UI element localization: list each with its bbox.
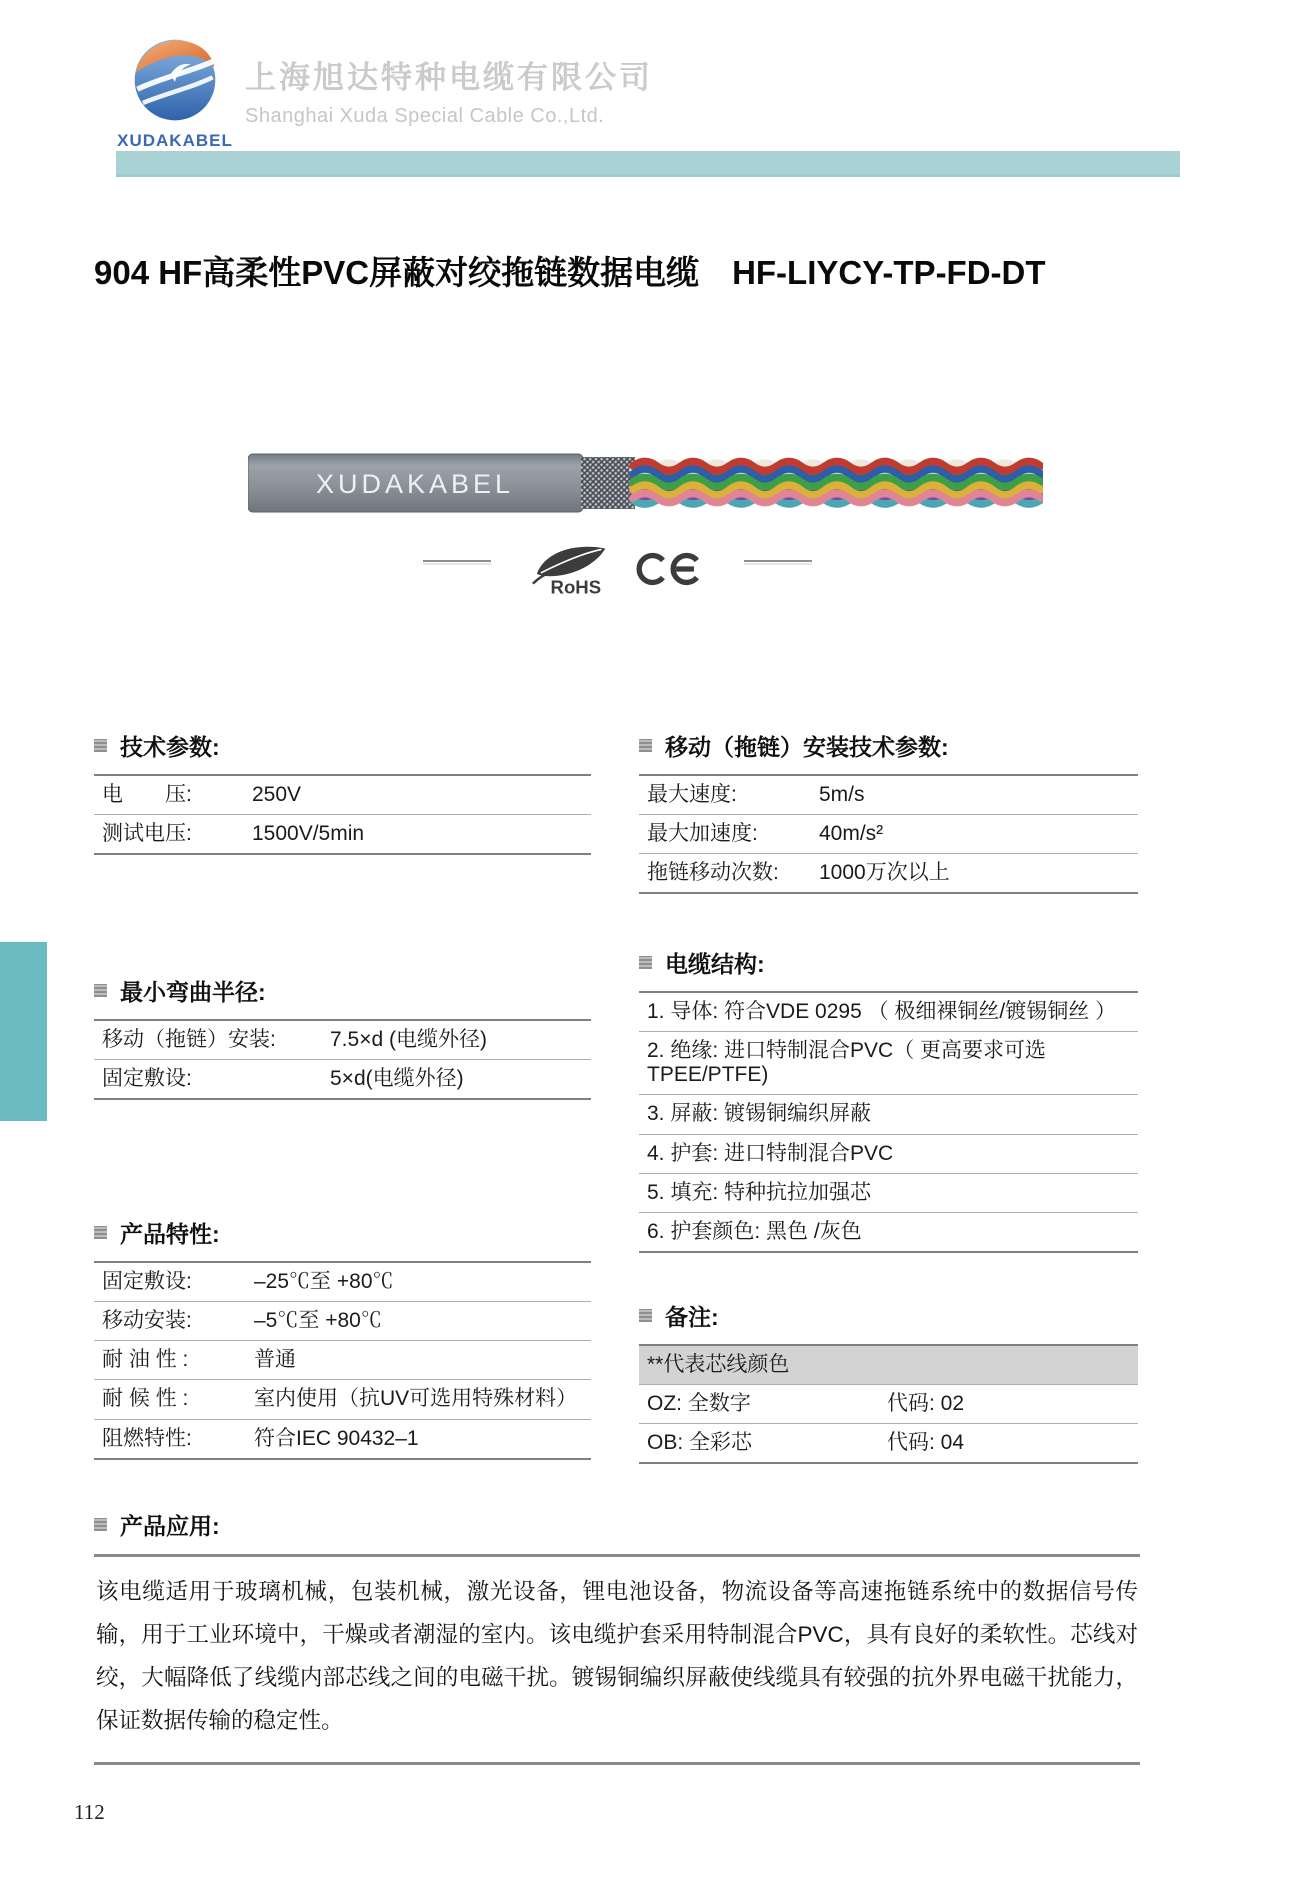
section-application [94,1508,1140,1765]
section-title: 最小弯曲半径: [120,979,266,1005]
table-row [94,1420,591,1458]
row-label: 测试电压: [102,822,192,846]
row-value: 1000万次以上 [819,861,950,885]
company-logo [108,36,242,151]
section-header [94,1508,1140,1541]
row-value: 代码: 04 [887,1431,965,1455]
table-row [639,854,1138,892]
section-product-features [94,1216,591,1460]
divider-dash [423,560,491,562]
structure-item: 5. 填充: 特种抗拉加强芯 [647,1180,872,1204]
cable-photo [248,452,1043,514]
table-row [94,1060,591,1098]
section-header [639,1299,1138,1332]
section-bend-radius [94,974,591,1100]
row-label: 最大速度: [647,783,737,806]
rohs-leaf-icon [531,540,619,598]
tech-table [94,774,591,855]
row-label: 阻燃特性: [102,1426,192,1450]
application-paragraph: 该电缆适用于玻璃机械，包装机械，激光设备，锂电池设备，物流设备等高速拖链系统中的数据信号传输，用于工业环境中，干燥或者潮湿的室内。该电缆护套采用特制混合PVC，具有良好的柔软性。芯线对绞，大幅降低了线缆内部芯线之间的电磁干扰。镀锡铜编织屏蔽使线缆具有较强的抗外界电磁干扰能力，保证数据传输的稳定性。 [94,1554,1140,1765]
row-value: 1500V/5min [252,822,365,846]
row-value: 250V [252,783,302,806]
table-row [94,1380,591,1419]
company-name-en: Shanghai Xuda Special Cable Co.,Ltd. [245,105,605,127]
row-label: OZ: 全数字 [647,1392,751,1416]
teal-header-band [116,151,1180,177]
row-value: 符合IEC 90432–1 [254,1426,419,1450]
section-header [639,946,1138,979]
structure-item: 3. 屏蔽: 镀锡铜编织屏蔽 [647,1102,872,1126]
section-title: 产品特性: [120,1221,220,1247]
row-label: 最大加速度: [647,822,758,846]
company-name-block [245,52,653,128]
notes-table [639,1344,1138,1464]
row-value: 室内使用（抗UV可选用特殊材料） [254,1387,578,1411]
row-value: 7.5×d (电缆外径) [330,1028,487,1051]
table-row [94,1302,591,1341]
ce-mark-icon [634,548,702,590]
row-value: 40m/s² [819,822,884,846]
section-title: 技术参数: [120,734,220,760]
row-label: 电 压: [102,783,192,806]
structure-table [639,991,1138,1253]
section-title: 电缆结构: [665,951,765,977]
page-number: 112 [74,1800,105,1824]
globe-logo-icon [129,36,221,124]
section-notes [639,1299,1138,1464]
section-title: 移动（拖链）安装技术参数: [665,734,949,760]
table-row [639,1424,1138,1462]
row-label: OB: 全彩芯 [647,1431,753,1455]
section-header [94,729,591,762]
row-value: –5℃至 +80℃ [254,1309,382,1333]
table-row [639,776,1138,815]
section-bullet-icon [94,1226,107,1239]
row-label: 移动安装: [102,1309,192,1333]
row-label: 移动（拖链）安装: [102,1028,276,1051]
section-bullet-icon [94,984,107,997]
table-row [94,1021,591,1060]
table-row [639,1385,1138,1424]
rohs-label: RoHS [550,576,602,598]
row-value: 5m/s [819,783,865,806]
row-value: 普通 [254,1348,296,1372]
section-bullet-icon [94,1518,107,1531]
section-tech-params [94,729,591,855]
section-mobile-params [639,729,1138,894]
row-label: 耐 油 性 : [102,1348,189,1372]
row-label: 固定敷设: [102,1270,192,1293]
bend-table [94,1019,591,1100]
row-label: 固定敷设: [102,1067,192,1091]
note-highlight-text: **代表芯线颜色 [647,1353,790,1376]
table-row [94,815,591,853]
section-bullet-icon [639,739,652,752]
row-value: 5×d(电缆外径) [330,1067,464,1091]
section-header [94,974,591,1007]
table-row [639,815,1138,854]
table-row [94,1263,591,1302]
section-header [94,1216,591,1249]
section-header [639,729,1138,762]
company-name-cn: 上海旭达特种电缆有限公司 [245,60,653,95]
table-row [94,776,591,815]
logo-wordmark: XUDAKABEL [117,131,233,150]
section-bullet-icon [639,1309,652,1322]
structure-item: 1. 导体: 符合VDE 0295 （ 极细裸铜丝/镀锡铜丝 ） [647,1000,1117,1023]
structure-item: 6. 护套颜色: 黑色 /灰色 [647,1219,862,1243]
table-row [639,1213,1138,1251]
structure-item: 2. 绝缘: 进口特制混合PVC（ 更高要求可选TPEE/PTFE) [647,1039,1047,1087]
section-cable-structure [639,946,1138,1253]
teal-side-block [0,942,47,1121]
section-title: 备注: [665,1304,719,1330]
table-row [639,1095,1138,1134]
table-row [94,1341,591,1380]
note-highlight-row [639,1346,1138,1385]
row-label: 拖链移动次数: [647,861,779,885]
cable-illustration-icon [248,452,1043,514]
row-label: 耐 候 性 : [102,1387,189,1411]
mobile-table [639,774,1138,894]
certification-row [0,538,1297,598]
section-bullet-icon [639,956,652,969]
row-value: –25℃至 +80℃ [254,1270,394,1293]
table-row [639,1174,1138,1213]
page-title: 904 HF高柔性PVC屏蔽对绞拖链数据电缆 HF-LIYCY-TP-FD-DT [94,254,1046,291]
section-bullet-icon [94,739,107,752]
table-row [639,993,1138,1032]
features-table [94,1261,591,1460]
table-row [639,1135,1138,1174]
row-value: 代码: 02 [887,1392,965,1416]
section-title: 产品应用: [120,1513,220,1539]
cable-jacket-print: XUDAKABEL [315,469,515,499]
table-row [639,1032,1138,1095]
structure-item: 4. 护套: 进口特制混合PVC [647,1141,894,1165]
divider-dash [744,560,812,562]
